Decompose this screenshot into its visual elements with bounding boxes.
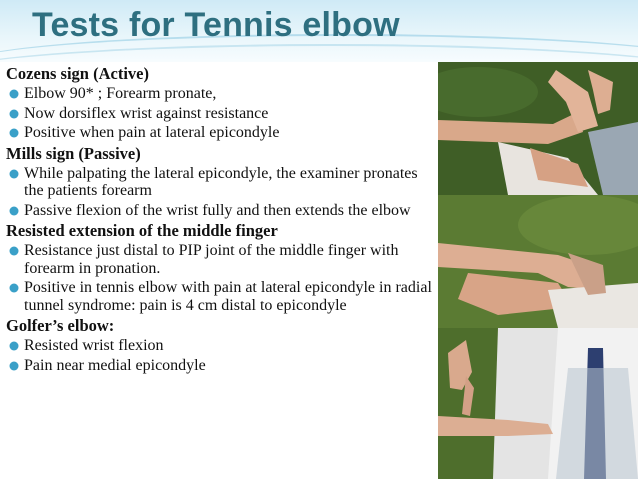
bullet-text: Now dorsiflex wrist against resistance	[24, 104, 269, 122]
middle-finger-test-photo	[438, 328, 638, 479]
circle-bullet-icon	[8, 245, 20, 257]
list-item	[6, 105, 438, 123]
list-item	[6, 165, 438, 200]
bullet-text: Positive when pain at lateral epicondyle	[24, 124, 280, 141]
circle-bullet-icon	[8, 282, 20, 294]
bullet-text: Elbow 90* ; Forearm pronate,	[24, 85, 217, 102]
list-item	[6, 85, 438, 103]
bullet-list	[6, 242, 438, 314]
circle-bullet-icon	[8, 360, 20, 372]
bullet-text: Passive flexion of the wrist fully and then extends the elbow	[24, 201, 411, 219]
bullet-list	[6, 165, 438, 220]
circle-bullet-icon	[8, 108, 20, 120]
slide-content	[6, 62, 438, 375]
list-item	[6, 357, 438, 375]
bullet-text: While palpating the lateral epicondyle, the examiner pronates the patients forearm	[24, 164, 418, 199]
photo-column	[438, 62, 638, 479]
bullet-list	[6, 337, 438, 374]
list-item	[6, 337, 438, 355]
section-heading: Cozens sign (Active)	[6, 64, 149, 83]
list-item	[6, 279, 438, 314]
mills-test-photo	[438, 195, 638, 328]
list-item	[6, 124, 438, 142]
section-heading: Resisted extension of the middle finger	[6, 221, 278, 240]
bullet-text: Resistance just distal to PIP joint of the middle finger with forearm in pronation.	[24, 242, 399, 277]
circle-bullet-icon	[8, 168, 20, 180]
circle-bullet-icon	[8, 127, 20, 139]
section-heading: Golfer’s elbow:	[6, 316, 115, 335]
list-item	[6, 242, 438, 277]
circle-bullet-icon	[8, 88, 20, 100]
circle-bullet-icon	[8, 205, 20, 217]
section-heading: Mills sign (Passive)	[6, 143, 141, 163]
bullet-text: Pain near medial epicondyle	[24, 356, 206, 374]
bullet-list	[6, 85, 438, 142]
bullet-text: Positive in tennis elbow with pain at lateral epicondyle in radial tunnel syndrome: pain is 4 cm distal to epicondyle	[24, 279, 432, 314]
bullet-text: Resisted wrist flexion	[24, 337, 164, 354]
cozens-test-photo	[438, 62, 638, 195]
circle-bullet-icon	[8, 340, 20, 352]
title-banner	[0, 0, 638, 62]
list-item	[6, 202, 438, 220]
slide-title: Tests for Tennis elbow	[32, 6, 400, 44]
